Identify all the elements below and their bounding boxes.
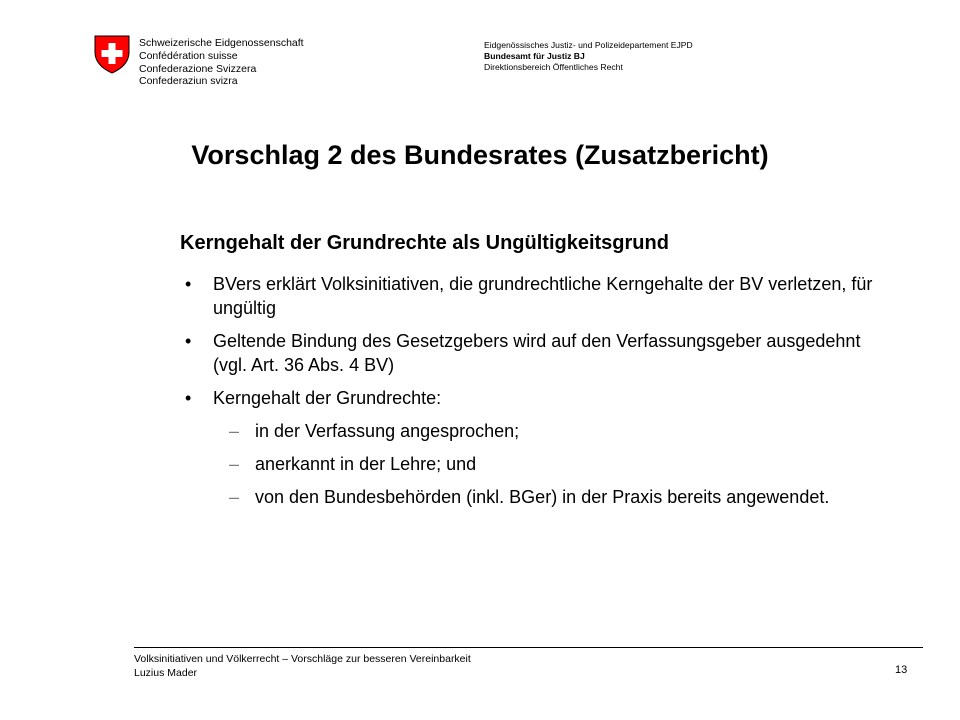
footer-author: Luzius Mader [134,667,198,679]
bullet-text: Kerngehalt der Grundrechte: [213,388,442,408]
bullet-icon: • [185,388,192,408]
department-block [484,40,693,73]
sub-bullet-item [185,419,885,443]
bullet-item [185,386,885,410]
page-number: 13 [895,664,908,676]
bullet-icon: • [185,331,192,351]
dash-icon: – [229,454,240,474]
sub-bullet-item [185,485,885,509]
footer-presentation-title: Volksinitiativen und Völkerrecht – Vorschläge zur besseren Vereinbarkeit [134,653,471,665]
swiss-shield-icon [92,34,132,74]
dash-icon: – [229,487,240,507]
sub-bullet-text: in der Verfassung angesprochen; [255,421,520,441]
org-name-fr: Confédération suisse [139,49,238,62]
bullet-text: Geltende Bindung des Gesetzgebers wird auf den Verfassungsgeber ausgedehnt (vgl. Art. 36 Abs. 4 BV) [213,331,861,375]
sub-bullet-text: anerkannt in der Lehre; und [255,454,477,474]
department-name: Eidgenössisches Justiz- und Polizeidepartement EJPD [484,40,693,50]
division-name: Direktionsbereich Öffentliches Recht [484,62,623,72]
slide-subtitle: Kerngehalt der Grundrechte als Ungültigkeitsgrund [180,232,669,254]
org-name-it: Confederazione Svizzera [139,62,257,75]
bullet-text: BVers erklärt Volksinitiativen, die grundrechtliche Kerngehalte der BV verletzen, für ungültig [213,274,873,318]
federal-name-block [139,37,304,88]
bullet-item [185,329,885,377]
sub-bullet-text: von den Bundesbehörden (inkl. BGer) in der Praxis bereits angewendet. [255,487,830,507]
slide-title: Vorschlag 2 des Bundesrates (Zusatzbericht) [191,140,769,170]
office-name: Bundesamt für Justiz BJ [484,51,585,61]
sub-bullet-item [185,452,885,476]
bullet-list [185,272,885,518]
footer-divider [134,647,923,648]
org-name-de: Schweizerische Eidgenossenschaft [139,37,304,49]
bullet-item [185,272,885,320]
swiss-coat-of-arms-logo [92,34,132,74]
org-name-rm: Confederaziun svizra [139,75,238,88]
footer-text [134,652,471,680]
dash-icon: – [229,421,240,441]
bullet-icon: • [185,274,192,294]
